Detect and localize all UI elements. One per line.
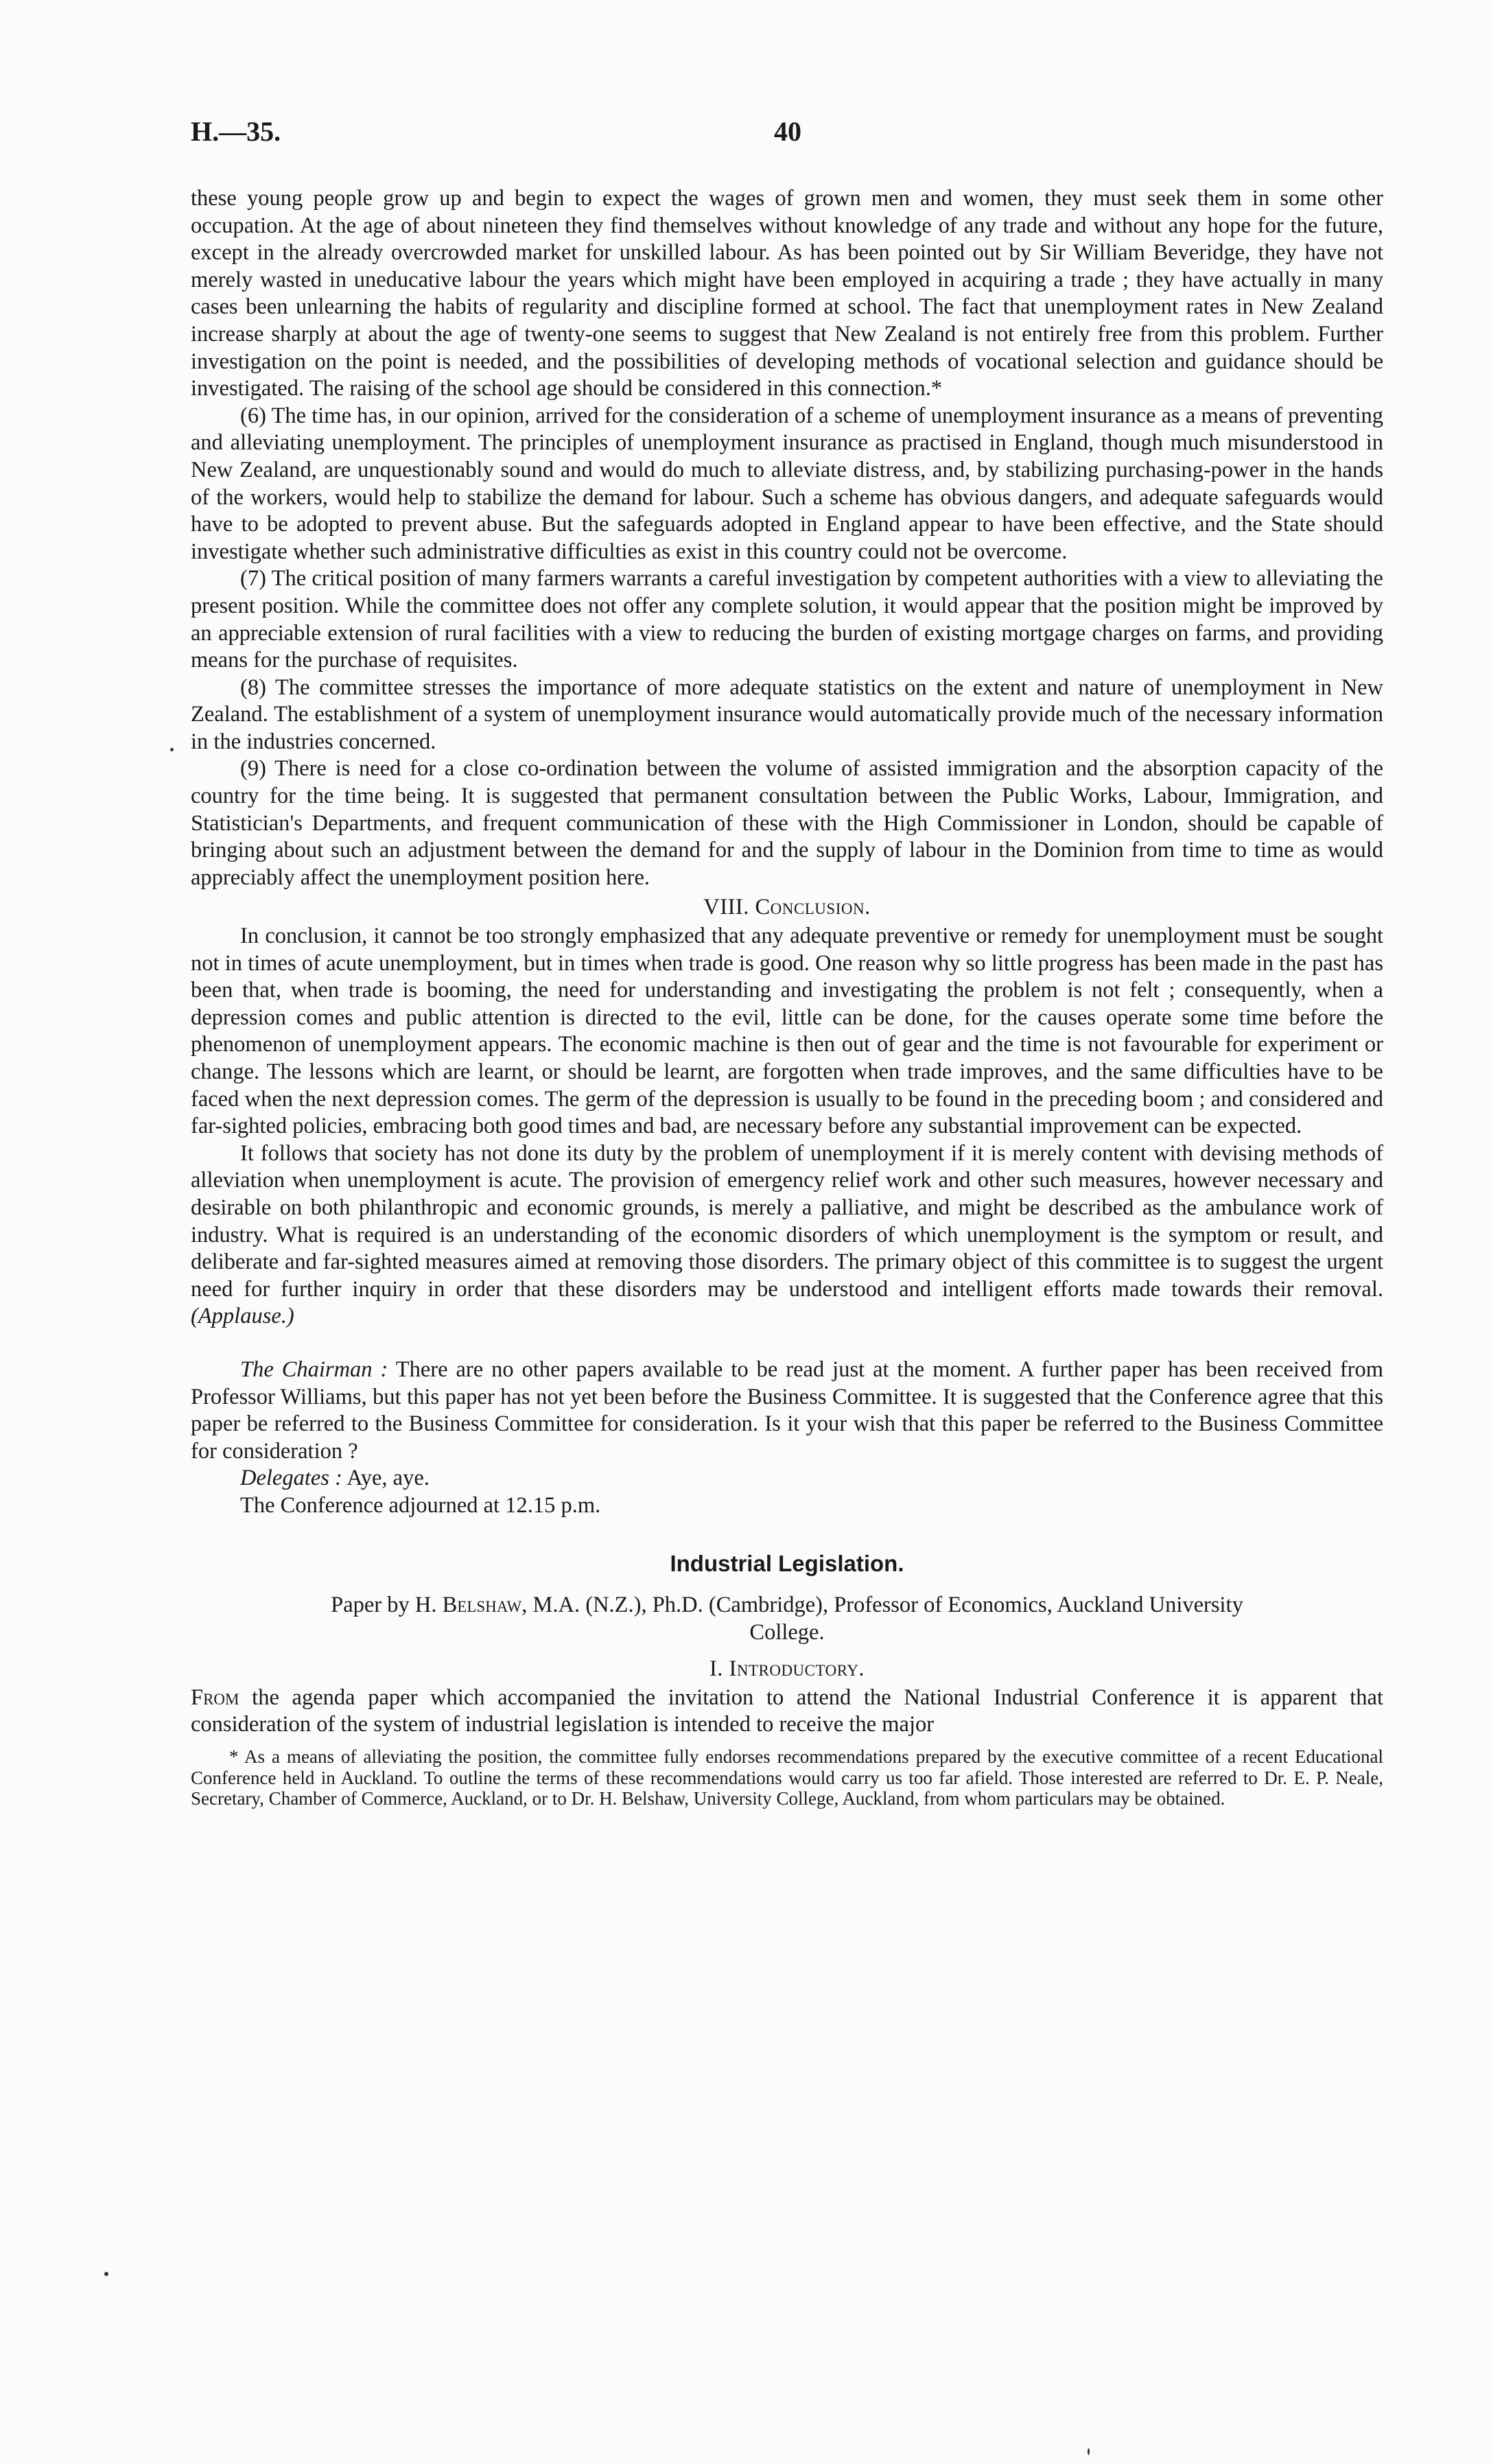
section-number: I. bbox=[709, 1656, 723, 1682]
paragraph-conclusion-2 bbox=[191, 1140, 1383, 1330]
chairman-remark bbox=[191, 1357, 1383, 1465]
applause-note: (Applause.) bbox=[191, 1304, 294, 1329]
lead-word: From bbox=[191, 1685, 239, 1710]
byline-prefix: Paper by H. bbox=[331, 1593, 437, 1618]
paragraph-item-7: (7) The critical position of many farmers warrants a careful investigation by competent authorities with a view to alleviating the present position. While the committee does not offer any complete solution, it would appear that the position might be improved by an appreciable extension of rural facilities with a view to reducing the burden of existing mortgage charges on farms, and providing means for the purchase of requisites. bbox=[191, 566, 1383, 673]
print-speck bbox=[104, 2272, 108, 2276]
delegates-remark bbox=[191, 1465, 1383, 1492]
print-speck bbox=[170, 748, 174, 751]
section-number: VIII. bbox=[703, 895, 749, 920]
document-body bbox=[191, 185, 1383, 1809]
section-title: Introductory. bbox=[729, 1656, 865, 1682]
speaker-label: Delegates : bbox=[240, 1466, 342, 1491]
paragraph-introductory bbox=[191, 1685, 1383, 1739]
footnote: * As a means of alleviating the position, the committee fully endorses recommendations prepared by the executive committee of a recent Educational Conference held in Auckland. To outline the terms of these recommendations would carry us too far afield. Those interested are referred to Dr. E. P. Neale, Secretary, Chamber of Commerce, Auckland, or to Dr. H. Belshaw, University College, Auckland, from whom particulars may be obtained. bbox=[191, 1746, 1383, 1809]
paragraph-text: the agenda paper which accompanied the invitation to attend the National Industrial Conference it is apparent that consideration of the system of industrial legislation is intended to receive the major bbox=[191, 1685, 1384, 1737]
speaker-label: The Chairman : bbox=[240, 1357, 388, 1382]
author-credentials: , M.A. (N.Z.), Ph.D. (Cambridge), Professor of Economics, Auckland University College. bbox=[521, 1593, 1243, 1645]
author-name: Belshaw bbox=[442, 1593, 522, 1618]
paragraph-item-6: (6) The time has, in our opinion, arrived for the consideration of a scheme of unemployment insurance as a means of preventing and alleviating unemployment. The principles of unemployment insurance as practised in England, though much misunderstood in New Zealand, are unquestionably sound and would do much to alleviate distress, and, by stabilizing purchasing-power in the hands of the workers, would help to stabilize the demand for labour. Such a scheme has obvious dangers, and adequate safeguards would have to be adopted to prevent abuse. But the safeguards adopted in England appear to have been effective, and the State should investigate whether such administrative difficulties as exist in this country could not be overcome. bbox=[191, 403, 1383, 564]
paragraph-item-8: (8) The committee stresses the importance of more adequate statistics on the extent and nature of unemployment in New Zealand. The establishment of a system of unemployment insurance would automatically provide much of the necessary information in the industries concerned. bbox=[191, 674, 1383, 754]
footnote-divider bbox=[191, 1743, 266, 1744]
adjournment-note: The Conference adjourned at 12.15 p.m. bbox=[240, 1492, 601, 1518]
paragraph-item-9: (9) There is need for a close co-ordination between the volume of assisted immigration and the absorption capacity of the country for the time being. It is suggested that permanent consultation between the Public Works, Labour, Immigration, and Statistician's Departments, and frequent communication of these with the High Commissioner in London, should be capable of bringing about such an adjustment between the demand for and the supply of labour in the Dominion from time to time as would appreciably affect the unemployment position here. bbox=[191, 756, 1383, 890]
page-number: 40 bbox=[774, 116, 801, 147]
section-title: Conclusion. bbox=[755, 895, 871, 920]
document-reference: H.—35. bbox=[191, 116, 281, 147]
paragraph-continuation: these young people grow up and begin to expect the wages of grown men and women, they must seek them in some other occupation. At the age of about nineteen they find themselves without knowledge of any trade and without any hope for the future, except in the already overcrowded market for unskilled labour. As has been pointed out by Sir William Beveridge, they have not merely wasted in uneducative labour the years which might have been employed in acquiring a trade ; they have actually in many cases been unlearning the habits of regularity and discipline formed at school. The fact that unemployment rates in New Zealand increase sharply at about the age of twenty-one seems to suggest that New Zealand is not entirely free from this problem. Further investigation on the point is needed, and the possibilities of developing methods of vocational selection and guidance should be investigated. The raising of the school age should be considered in this connection.* bbox=[191, 186, 1383, 401]
print-speck bbox=[1088, 2448, 1090, 2455]
remark-text: There are no other papers available to be read just at the moment. A further paper has been received from Professor Williams, but this paper has not yet been before the Business Committee. It is suggested that the Conference agree that this paper be referred to the Business Committee for consideration. Is it your wish that this paper be referred to the Business Committee for consideration ? bbox=[191, 1357, 1383, 1464]
paragraph-text: It follows that society has not done its duty by the problem of unemployment if it is merely content with devising methods of alleviation when unemployment is acute. The provision of emergency relief work and other such measures, however necessary and desirable on both philanthropic and economic grounds, is merely a palliative, and might be described as the ambulance work of industry. What is required is an understanding of the economic disorders of which unemployment is the symptom or result, and deliberate and far-sighted measures aimed at removing those disorders. The primary object of this committee is to suggest the urgent need for further inquiry in order that these disorders may be understood and intelligent efforts made towards their removal. bbox=[191, 1140, 1383, 1302]
paper-byline bbox=[191, 1592, 1383, 1646]
remark-text: Aye, aye. bbox=[347, 1466, 430, 1491]
paper-title: Industrial Legislation. bbox=[670, 1550, 904, 1576]
section-heading-conclusion bbox=[191, 894, 1383, 922]
paragraph-conclusion-1: In conclusion, it cannot be too strongly emphasized that any adequate preventive or remedy for unemployment must be sought not in times of acute unemployment, but in times when trade is good. One reason why so little progress has been made in the past has been that, when trade is booming, the need for understanding and investigating the problem is not felt ; consequently, when a depression comes and public attention is directed to the evil, little can be done, for the causes operate some time before the phenomenon of unemployment appears. The economic machine is then out of gear and the time is not favourable for experiment or change. The lessons which are learnt, or should be learnt, are forgotten when trade improves, and the same difficulties have to be faced when the next depression comes. The germ of the depression is usually to be found in the preceding boom ; and considered and far-sighted policies, embracing both good times and bad, are necessary before any substantial improvement can be expected. bbox=[191, 924, 1383, 1139]
section-heading-introductory bbox=[191, 1656, 1383, 1683]
